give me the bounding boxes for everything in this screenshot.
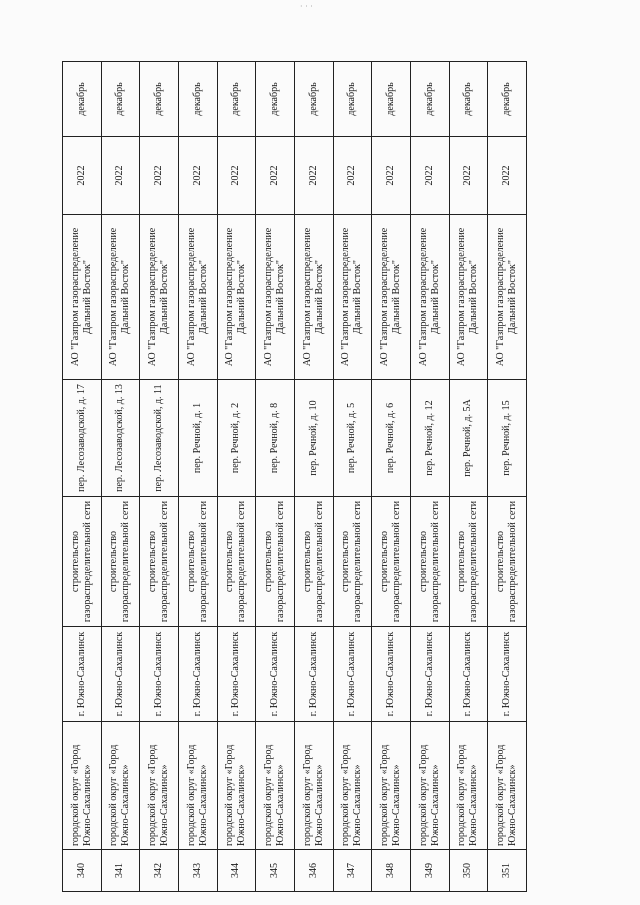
- municipal-district: городской округ «Город Южно-Сахалинск»: [140, 722, 179, 850]
- address: пер. Речной, д. 12: [410, 380, 449, 497]
- table-row: [372, 62, 411, 892]
- settlement: г. Южно-Сахалинск: [140, 627, 179, 722]
- organization: АО "Газпром газораспределение Дальний Восток": [410, 215, 449, 380]
- address: пер. Речной, д. 5: [333, 380, 372, 497]
- year: 2022: [294, 137, 333, 215]
- row-number: 349: [410, 850, 449, 892]
- rotated-table-wrapper: [62, 62, 527, 892]
- municipal-district: городской округ «Город Южно-Сахалинск»: [63, 722, 102, 850]
- organization: АО "Газпром газораспределение Дальний Восток": [449, 215, 488, 380]
- row-number: 344: [217, 850, 256, 892]
- table-row: [217, 62, 256, 892]
- work-type: строительство газораспределительной сети: [217, 497, 256, 627]
- work-type: строительство газораспределительной сети: [63, 497, 102, 627]
- organization: АО "Газпром газораспределение Дальний Восток": [256, 215, 295, 380]
- table-row: [63, 62, 102, 892]
- year: 2022: [101, 137, 140, 215]
- month: декабрь: [488, 62, 527, 137]
- table-row: [488, 62, 527, 892]
- organization: АО "Газпром газораспределение Дальний Восток": [63, 215, 102, 380]
- month: декабрь: [372, 62, 411, 137]
- address: пер. Речной, д. 2: [217, 380, 256, 497]
- month: декабрь: [256, 62, 295, 137]
- organization: АО "Газпром газораспределение Дальний Восток": [294, 215, 333, 380]
- address: пер. Лесозаводской, д. 13: [101, 380, 140, 497]
- year: 2022: [140, 137, 179, 215]
- month: декабрь: [63, 62, 102, 137]
- table-row: [333, 62, 372, 892]
- address: пер. Речной, д. 10: [294, 380, 333, 497]
- municipal-district: городской округ «Город Южно-Сахалинск»: [488, 722, 527, 850]
- organization: АО "Газпром газораспределение Дальний Восток": [333, 215, 372, 380]
- settlement: г. Южно-Сахалинск: [333, 627, 372, 722]
- table-row: [178, 62, 217, 892]
- table-row: [410, 62, 449, 892]
- month: декабрь: [449, 62, 488, 137]
- address: пер. Лесозаводской, д. 11: [140, 380, 179, 497]
- table-row: [449, 62, 488, 892]
- work-type: строительство газораспределительной сети: [140, 497, 179, 627]
- row-number: 343: [178, 850, 217, 892]
- work-type: строительство газораспределительной сети: [488, 497, 527, 627]
- month: декабрь: [178, 62, 217, 137]
- row-number: 346: [294, 850, 333, 892]
- settlement: г. Южно-Сахалинск: [256, 627, 295, 722]
- municipal-district: городской округ «Город Южно-Сахалинск»: [294, 722, 333, 850]
- month: декабрь: [101, 62, 140, 137]
- table-row: [140, 62, 179, 892]
- month: декабрь: [140, 62, 179, 137]
- month: декабрь: [333, 62, 372, 137]
- municipal-district: городской округ «Город Южно-Сахалинск»: [333, 722, 372, 850]
- settlement: г. Южно-Сахалинск: [178, 627, 217, 722]
- year: 2022: [63, 137, 102, 215]
- municipal-district: городской округ «Город Южно-Сахалинск»: [256, 722, 295, 850]
- municipal-district: городской округ «Город Южно-Сахалинск»: [410, 722, 449, 850]
- organization: АО "Газпром газораспределение Дальний Восток": [178, 215, 217, 380]
- settlement: г. Южно-Сахалинск: [217, 627, 256, 722]
- organization: АО "Газпром газораспределение Дальний Восток": [217, 215, 256, 380]
- row-number: 345: [256, 850, 295, 892]
- settlement: г. Южно-Сахалинск: [488, 627, 527, 722]
- work-type: строительство газораспределительной сети: [449, 497, 488, 627]
- work-type: строительство газораспределительной сети: [178, 497, 217, 627]
- work-type: строительство газораспределительной сети: [333, 497, 372, 627]
- municipal-district: городской округ «Город Южно-Сахалинск»: [449, 722, 488, 850]
- address: пер. Речной, д. 6: [372, 380, 411, 497]
- work-type: строительство газораспределительной сети: [372, 497, 411, 627]
- month: декабрь: [294, 62, 333, 137]
- year: 2022: [217, 137, 256, 215]
- settlement: г. Южно-Сахалинск: [372, 627, 411, 722]
- year: 2022: [333, 137, 372, 215]
- address: пер. Речной, д. 15: [488, 380, 527, 497]
- address: пер. Речной, д. 8: [256, 380, 295, 497]
- gasification-table: [62, 61, 527, 892]
- work-type: строительство газораспределительной сети: [256, 497, 295, 627]
- work-type: строительство газораспределительной сети: [410, 497, 449, 627]
- row-number: 340: [63, 850, 102, 892]
- year: 2022: [449, 137, 488, 215]
- row-number: 350: [449, 850, 488, 892]
- year: 2022: [488, 137, 527, 215]
- municipal-district: городской округ «Город Южно-Сахалинск»: [178, 722, 217, 850]
- year: 2022: [410, 137, 449, 215]
- municipal-district: городской округ «Город Южно-Сахалинск»: [101, 722, 140, 850]
- table-row: [294, 62, 333, 892]
- organization: АО "Газпром газораспределение Дальний Восток": [488, 215, 527, 380]
- month: декабрь: [217, 62, 256, 137]
- table-row: [256, 62, 295, 892]
- row-number: 341: [101, 850, 140, 892]
- row-number: 342: [140, 850, 179, 892]
- year: 2022: [372, 137, 411, 215]
- work-type: строительство газораспределительной сети: [101, 497, 140, 627]
- settlement: г. Южно-Сахалинск: [101, 627, 140, 722]
- row-number: 348: [372, 850, 411, 892]
- municipal-district: городской округ «Город Южно-Сахалинск»: [372, 722, 411, 850]
- year: 2022: [256, 137, 295, 215]
- settlement: г. Южно-Сахалинск: [294, 627, 333, 722]
- month: декабрь: [410, 62, 449, 137]
- address: пер. Речной, д. 5А: [449, 380, 488, 497]
- work-type: строительство газораспределительной сети: [294, 497, 333, 627]
- organization: АО "Газпром газораспределение Дальний Восток": [101, 215, 140, 380]
- address: пер. Речной, д. 1: [178, 380, 217, 497]
- row-number: 347: [333, 850, 372, 892]
- row-number: 351: [488, 850, 527, 892]
- address: пер. Лесозаводской, д. 17: [63, 380, 102, 497]
- settlement: г. Южно-Сахалинск: [410, 627, 449, 722]
- settlement: г. Южно-Сахалинск: [63, 627, 102, 722]
- organization: АО "Газпром газораспределение Дальний Восток": [372, 215, 411, 380]
- settlement: г. Южно-Сахалинск: [449, 627, 488, 722]
- table-body: [63, 62, 527, 892]
- scan-speck: · · ·: [300, 2, 313, 11]
- table-row: [101, 62, 140, 892]
- municipal-district: городской округ «Город Южно-Сахалинск»: [217, 722, 256, 850]
- organization: АО "Газпром газораспределение Дальний Восток": [140, 215, 179, 380]
- year: 2022: [178, 137, 217, 215]
